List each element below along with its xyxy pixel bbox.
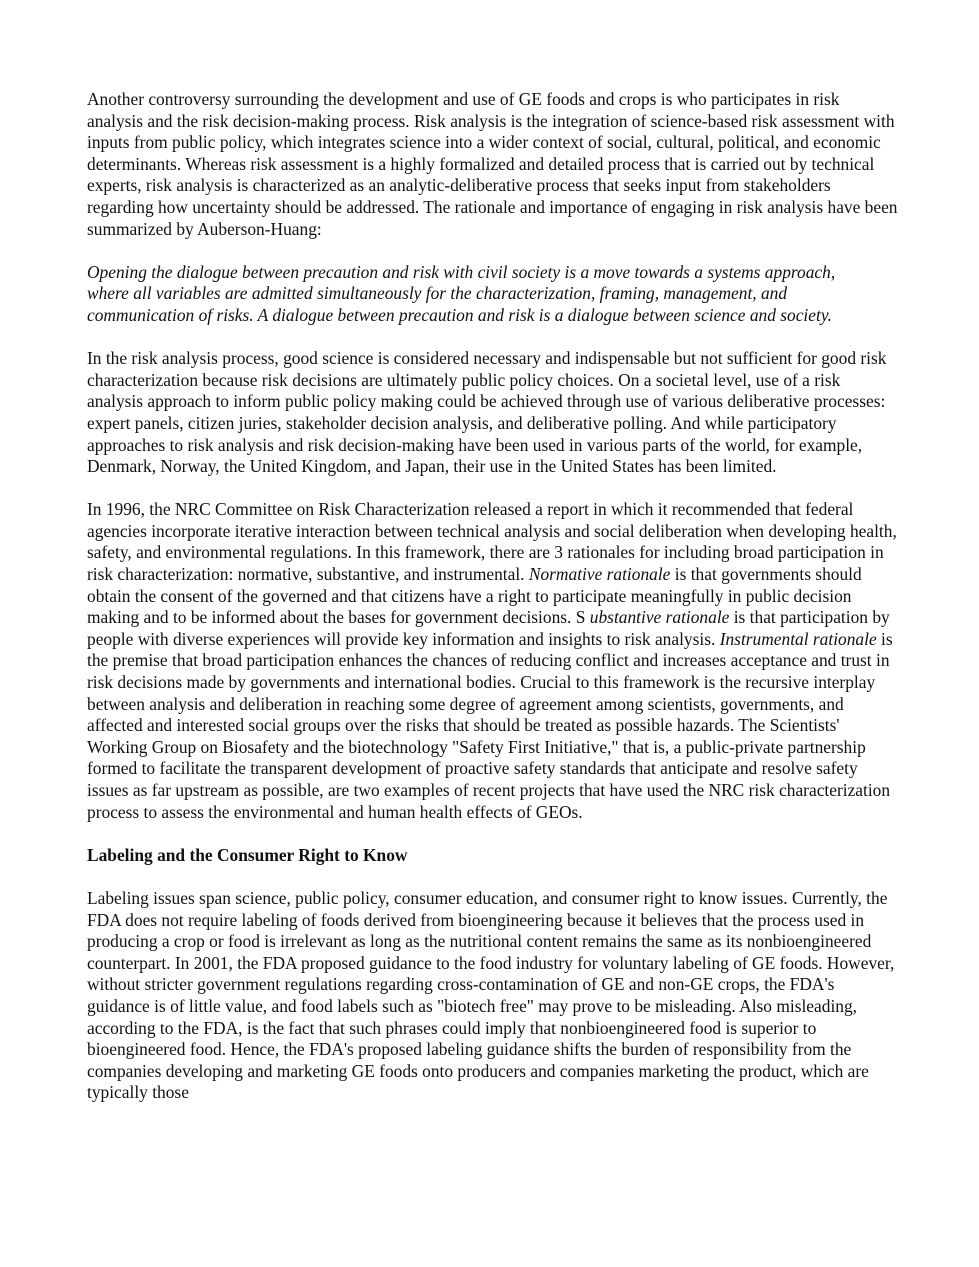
block-quote-auberson-huang: Opening the dialogue between precaution and risk with civil society is a move towards a systems approach, where all variables are admitted simultaneously for the characterization, framing, management, and communication of risks. A dialogue between precaution and risk is a dialogue between science and society. [87, 261, 836, 325]
nrc-text-b: is that governments should obtain the consent of the governed and that citizens have a right to participate meaningfully in public decision making and to be informed about the bases for government decisions. S [87, 564, 862, 628]
nrc-text-a: In 1996, the NRC Committee on Risk Characterization released a report in which it recommended that federal agencies incorporate iterative interaction between technical analysis and social deliberation when developing health, safety, and environmental regulations. In this framework, there are 3 rationales for including broad participation in risk characterization: normative, substantive, and instrumental. [87, 499, 897, 585]
nrc-text-c: is that participation by people with diverse experiences will provide key information and insights to risk analysis. [87, 607, 890, 649]
term-instrumental-rationale: Instrumental rationale [719, 628, 877, 649]
paragraph-risk-analysis-controversy: Another controversy surrounding the development and use of GE foods and crops is who participates in risk analysis and the risk decision-making process. Risk analysis is the integration of science-based risk assessment with inputs from public policy, which integrates science into a wider context of social, cultural, political, and economic determinants. Whereas risk assessment is a highly formalized and detailed process that is carried out by technical experts, risk analysis is characterized as an analytic-deliberative process that seeks input from stakeholders regarding how uncertainty should be addressed. The rationale and importance of engaging in risk analysis have been summarized by Auberson-Huang: [87, 89, 898, 239]
document-page [87, 89, 899, 1126]
paragraph-good-science: In the risk analysis process, good science is considered necessary and indispensable but not sufficient for good risk characterization because risk decisions are ultimately public policy choices. On a societal level, use of a risk analysis approach to inform public policy making could be achieved through use of various deliberative processes: expert panels, citizen juries, stakeholder decision analysis, and deliberative polling. And while participatory approaches to risk analysis and risk decision-making have been used in various parts of the world, for example, Denmark, Norway, the United Kingdom, and Japan, their use in the United States has been limited. [87, 348, 887, 477]
paragraph-nrc-committee [87, 499, 899, 823]
section-heading-labeling: Labeling and the Consumer Right to Know [87, 844, 408, 865]
term-normative-rationale: Normative rationale [528, 564, 671, 585]
nrc-text-d: is the premise that broad participation enhances the chances of reducing conflict and increases acceptance and trust in risk decisions made by governments and international bodies. Crucial to this framework is the recursive interplay between analysis and deliberation in reaching some degree of agreement among scientists, governments, and affected and interested social groups over the risks that should be treated as possible hazards. The Scientists' Working Group on Biosafety and the biotechnology "Safety First Initiative," that is, a public-private partnership formed to facilitate the transparent development of proactive safety standards that anticipate and resolve safety issues as far upstream as possible, are two examples of recent projects that have used the NRC risk characterization process to assess the environmental and human health effects of GEOs. [87, 628, 893, 822]
term-substantive-rationale: ubstantive rationale [589, 607, 730, 628]
paragraph-labeling-issues: Labeling issues span science, public policy, consumer education, and consumer right to know issues. Currently, the FDA does not require labeling of foods derived from bioengineering because it believes that the process used in producing a crop or food is irrelevant as long as the nutritional content remains the same as its nonbioengineered counterpart. In 2001, the FDA proposed guidance to the food industry for voluntary labeling of GE foods. However, without stricter government regulations regarding cross-contamination of GE and non-GE crops, the FDA's guidance is of little value, and food labels such as "biotech free" may prove to be misleading. Also misleading, according to the FDA, is the fact that such phrases could imply that nonbioengineered food is superior to bioengineered food. Hence, the FDA's proposed labeling guidance shifts the burden of responsibility from the companies developing and marketing GE foods onto producers and companies marketing the product, which are typically those [87, 887, 895, 1103]
